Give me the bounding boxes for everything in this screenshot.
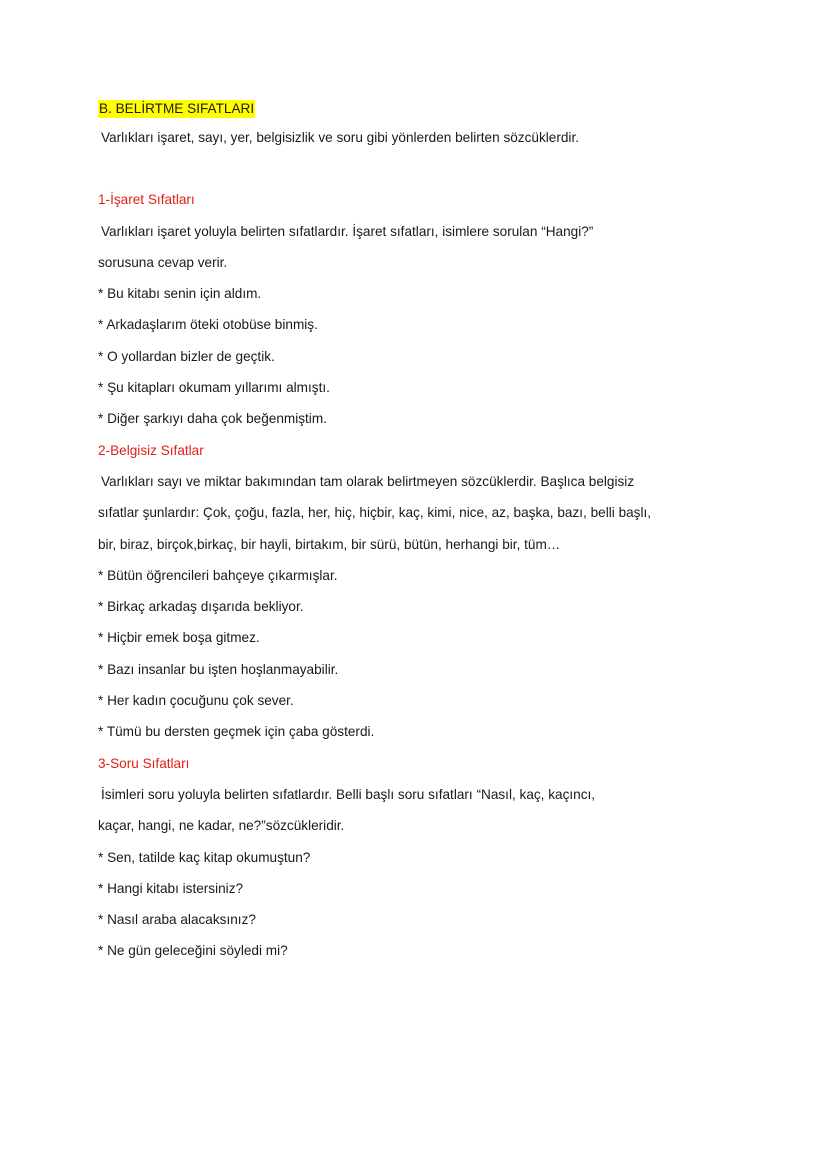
section-heading-belgisiz: 2-Belgisiz Sıfatlar	[98, 442, 204, 458]
example-line: * Tümü bu dersten geçmek için çaba gösterdi.	[98, 724, 375, 740]
example-line: * Şu kitapları okumam yıllarımı almıştı.	[98, 380, 330, 396]
section-heading-soru: 3-Soru Sıfatları	[98, 755, 190, 771]
intro-text: Varlıkları işaret, sayı, yer, belgisizlik ve soru gibi yönlerden belirten sözcüklerdir.	[101, 130, 579, 145]
section-description-line: sıfatlar şunlardır: Çok, çoğu, fazla, her, hiç, hiçbir, kaç, kimi, nice, az, başka, bazı, belli başlı,	[98, 505, 652, 521]
example-line: * Nasıl araba alacaksınız?	[98, 912, 256, 928]
document-page	[98, 96, 798, 967]
example-line: * Ne gün geleceğini söyledi mi?	[98, 943, 288, 959]
section-description-line: sorusuna cevap verir.	[98, 254, 228, 270]
example-line: * Bazı insanlar bu işten hoşlanmayabilir.	[98, 661, 339, 677]
spacer	[98, 153, 798, 184]
example-line: * Bütün öğrencileri bahçeye çıkarmışlar.	[98, 567, 338, 583]
page-title: B. BELİRTME SIFATLARI	[99, 101, 255, 116]
section-description-line: İsimleri soru yoluyla belirten sıfatlardır. Belli başlı soru sıfatları “Nasıl, kaç, kaçıncı,	[101, 786, 596, 802]
title-line	[98, 96, 798, 122]
example-line: * O yollardan bizler de geçtik.	[98, 348, 275, 364]
example-line: * Arkadaşlarım öteki otobüse binmiş.	[98, 317, 318, 333]
section-description-line: kaçar, hangi, ne kadar, ne?”sözcükleridir.	[98, 818, 345, 834]
section-description-line: bir, biraz, birçok,birkaç, bir hayli, birtakım, bir sürü, bütün, herhangi bir, tüm…	[98, 536, 561, 552]
example-line: * Diğer şarkıyı daha çok beğenmiştim.	[98, 411, 327, 427]
section-description-line: Varlıkları işaret yoluyla belirten sıfatlardır. İşaret sıfatları, isimlere sorulan “Hangi?”	[101, 223, 594, 239]
example-line: * Hiçbir emek boşa gitmez.	[98, 630, 260, 646]
example-line: * Hangi kitabı istersiniz?	[98, 880, 244, 896]
section-description-line: Varlıkları sayı ve miktar bakımından tam olarak belirtmeyen sözcüklerdir. Başlıca belgisiz	[101, 473, 635, 489]
example-line: * Birkaç arkadaş dışarıda bekliyor.	[98, 599, 304, 615]
section-heading-isaret: 1-İşaret Sıfatları	[98, 192, 195, 208]
example-line: * Her kadın çocuğunu çok sever.	[98, 693, 294, 709]
example-line: * Sen, tatilde kaç kitap okumuştun?	[98, 849, 311, 865]
example-line: * Bu kitabı senin için aldım.	[98, 286, 262, 302]
